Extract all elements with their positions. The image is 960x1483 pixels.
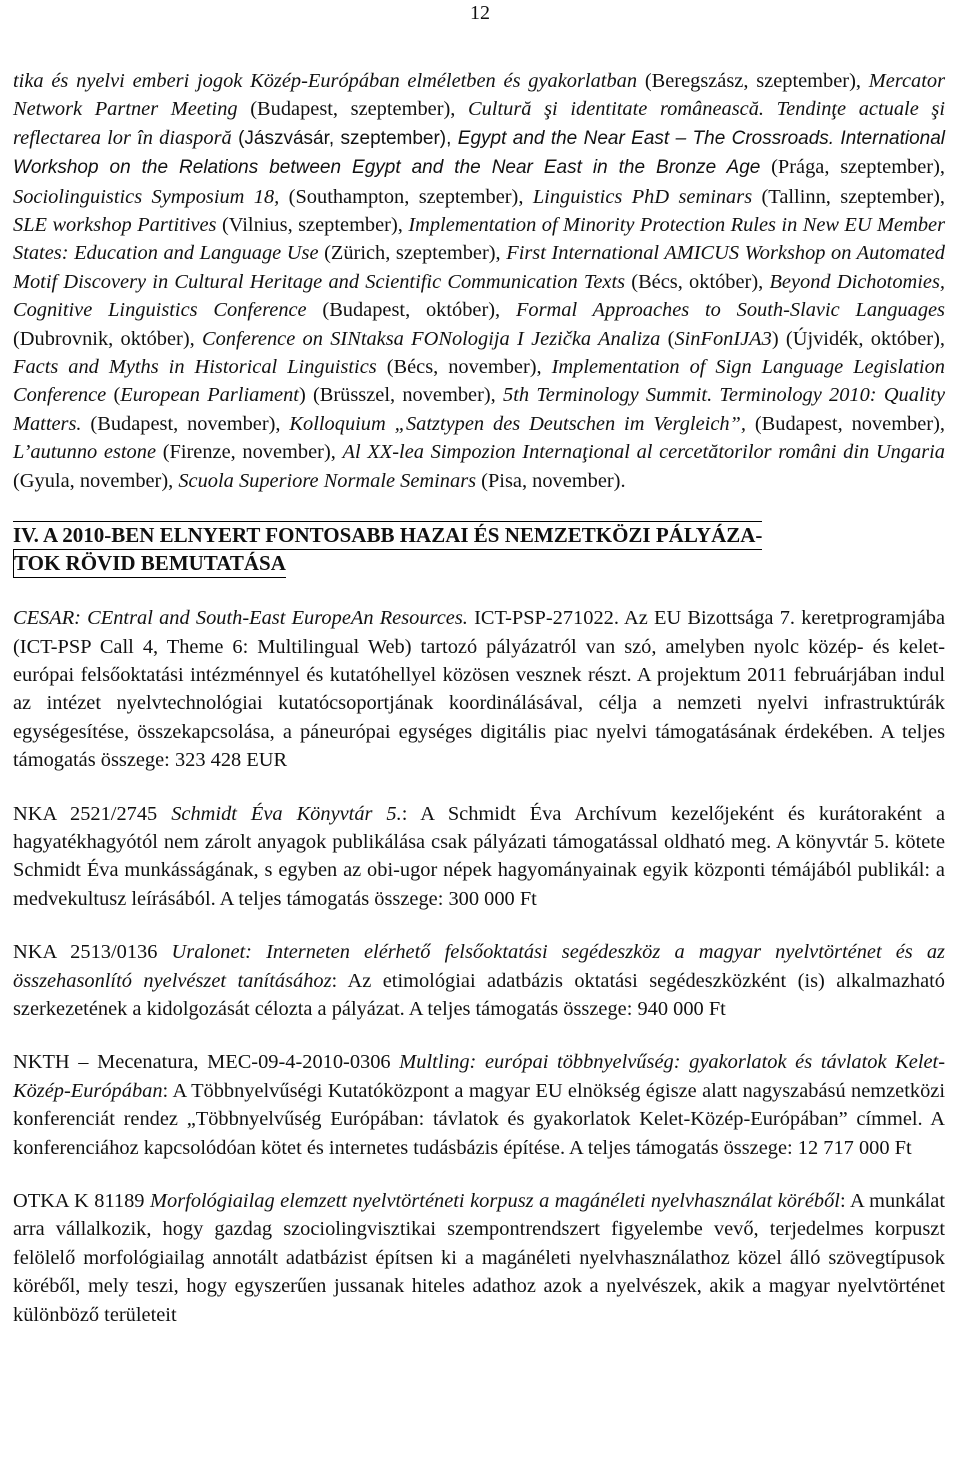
conference-place: (Budapest, november), <box>81 412 290 435</box>
grant-description: : A Többnyelvűségi Kutatóközpont a magyar EU elnökség égisze alatt nagyszabású nemzetközi konferenciát rendez „Többnyelvűség Európában: távlatok és gyakorlatok Kelet-Közép-Európában” címmel. A konferenciához kapcsolódóan kötet és internetes tudásbázis építése. A teljes támogatás összege: 12 717 000 Ft <box>13 1079 945 1159</box>
conference-place: (Zürich, szeptember), <box>318 242 507 265</box>
conference-place: (Bécs, november), <box>376 356 552 379</box>
conference-title: Facts and Myths in Historical Linguistics <box>13 356 377 379</box>
grant-id: OTKA K 81189 <box>13 1190 151 1212</box>
grant-id: NKA 2521/2745 <box>13 802 172 825</box>
grant-nka-2521 <box>13 800 945 914</box>
grant-id: NKA 2513/0136 <box>13 941 172 964</box>
conference-title: Scuola Superiore Normale Seminars <box>178 469 477 492</box>
conference-title: Conference on SINtaksa FONologija I Jezička Analiza <box>202 327 661 350</box>
conference-place: (Firenze, november), <box>156 441 343 464</box>
conference-place: (Budapest, november), <box>746 412 945 435</box>
conference-title: L’autunno estone <box>13 441 156 464</box>
grant-title: Multling: európai többnyelvűség: gyakorlatok és távlatok Kelet-Közép-Európában <box>13 1051 945 1102</box>
page-number: 12 <box>470 2 490 24</box>
conference-title: European Parliament <box>120 384 299 407</box>
conference-place: (Southampton, szeptember), <box>279 185 533 208</box>
conference-title: SinFonIJA3 <box>674 327 772 350</box>
conference-place: (Prága, szeptember), <box>760 156 945 179</box>
conference-place: (Pisa, november). <box>476 469 626 492</box>
conference-title: Al XX-lea Simpozion Internaţional al cercetătorilor români din Ungaria <box>342 441 945 464</box>
section-heading <box>13 521 945 578</box>
grant-nkth-mecenatura <box>13 1048 945 1162</box>
conference-title: Implementation of Minority Protection Rules in New EU Member States: Education and Language Use <box>13 214 945 265</box>
conference-place: ( <box>106 384 121 407</box>
conference-title: tika és nyelvi emberi jogok Közép-Európában elméletben és gyakorlatban <box>13 70 638 92</box>
conference-place: (Tallinn, szeptember), <box>752 185 945 208</box>
conference-place: (Jászvásár, szeptember), <box>231 127 458 149</box>
grant-title: Uralonet: Interneten elérhető felsőoktatási segédeszköz a magyar nyelvtörténet és az összehasonlító nyelvészet tanításához <box>13 941 945 992</box>
conference-title: Mercator Network Partner Meeting <box>13 70 946 121</box>
conference-place: ) (Brüsszel, november), <box>298 384 504 407</box>
conference-place: (Beregszász, szeptember), <box>637 70 869 92</box>
grant-description: : Az etimológiai adatbázis oktatási segédeszközként (is) alkalmazható szerkezetének a kidolgozását célozta a pályázat. A teljes támogatás összege: 940 000 Ft <box>13 969 945 1020</box>
conference-place: (Budapest, október), <box>306 299 516 322</box>
section-heading-line-2: TOK RÖVID BEMUTATÁSA <box>13 550 286 578</box>
conference-title: 5th Terminology Summit. Terminology 2010: Quality Matters. <box>13 384 945 435</box>
grant-cesar <box>13 604 945 774</box>
conference-title: Formal Approaches to South-Slavic Languages <box>515 299 945 322</box>
conference-title: SLE workshop Partitives <box>13 214 217 237</box>
grant-description: : A Schmidt Éva Archívum kezelőjeként és kurátoraként a hagyatékhagyótól nem zárolt anyagok publikálása csak pályázati támogatással oldható meg. A könyvtár 5. kötete Schmidt Éva munkásságának, s egyben az obi-ugor népek hagyományainak egyik központi témájából publikál: a medvekultusz leírásából. A teljes támogatás összege: 300 000 Ft <box>13 802 945 910</box>
conference-list-paragraph <box>13 67 945 495</box>
grant-description: : A munkálat arra vállalkozik, hogy gazdag szociolingvisztikai szempontrendszert figyelembe vevő, terjedelmes korpuszt felölelő morfológiailag annotált adatbázist építsen ki a magánéleti nyelvhasználathoz közel álló szövegtípusok köréből, mely teszi, hogy egyszerűen jussanak hiteles adathoz azok a nyelvészek, akik a magyar nyelvtörténet különböző területeit <box>13 1190 946 1326</box>
section-heading-box <box>13 521 945 578</box>
grant-description: ICT-PSP-271022. Az EU Bizottsága 7. keretprogramjába (ICT-PSP Call 4, Theme 6: Multilingual Web) tartozó pályázatról van szó, amelyben nyolc közép- és kelet-európai felsőoktatási intézménnyel és kutatóhellyel közösen vesznek részt. A projektum 2011 februárjában indul az intézet nyelvtechnológiai kutatócsoportjának koordinálásával, célja a nemzeti nyelvi infrastruktúrák egységesítése, összekapcsolása, a páneurópai egységes digitális piac nyelvi támogatásának érdekében. A teljes támogatás összege: 323 428 EUR <box>13 607 945 772</box>
grant-title: Morfológiailag elemzett nyelvtörténeti korpusz a magánéleti nyelvhasználat köréből <box>150 1190 840 1212</box>
conference-title: Sociolinguistics Symposium 18, <box>13 185 280 208</box>
grant-title: Schmidt Éva Könyvtár 5. <box>171 802 402 825</box>
conference-place: (Vilnius, szeptember), <box>216 214 409 237</box>
conference-title: Implementation of Sign Language Legislation Conference <box>13 356 945 407</box>
conference-title: Linguistics PhD seminars <box>532 185 753 208</box>
conference-title: First International AMICUS Workshop on Automated Motif Discovery in Cultural Heritage and Scientific Communication Texts <box>13 242 946 293</box>
grant-title: CESAR: CEntral and South-East EuropeAn Resources. <box>13 607 468 630</box>
grant-nka-2513 <box>13 938 945 1023</box>
conference-title: Egypt and the Near East – The Crossroads. International Workshop on the Relations between Egypt and the Near East in the Bronze Age <box>13 127 946 179</box>
grant-id: NKTH – Mecenatura, MEC-09-4-2010-0306 <box>13 1051 400 1074</box>
grant-otka-81189 <box>13 1187 945 1329</box>
conference-place: ) (Újvidék, október), <box>771 327 945 350</box>
conference-title: Beyond Dichotomies, Cognitive Linguistics Conference <box>13 270 946 322</box>
conference-place: ( <box>660 327 675 350</box>
conference-place: (Budapest, szeptember), <box>237 98 469 121</box>
conference-title: Cultură şi identitate românească. Tendinţe actuale şi reflectarea lor în diasporă <box>13 98 945 149</box>
conference-place: (Bécs, október), <box>625 270 770 293</box>
conference-title: Kolloquium „Satztypen des Deutschen im Vergleich”, <box>289 412 746 435</box>
conference-place: (Dubrovnik, október), <box>13 327 203 350</box>
conference-place: (Gyula, november), <box>13 469 179 492</box>
page-content <box>13 67 945 1329</box>
section-heading-line-1: IV. A 2010-BEN ELNYERT FONTOSABB HAZAI ÉS NEMZETKÖZI PÁLYÁZA- <box>13 521 762 550</box>
